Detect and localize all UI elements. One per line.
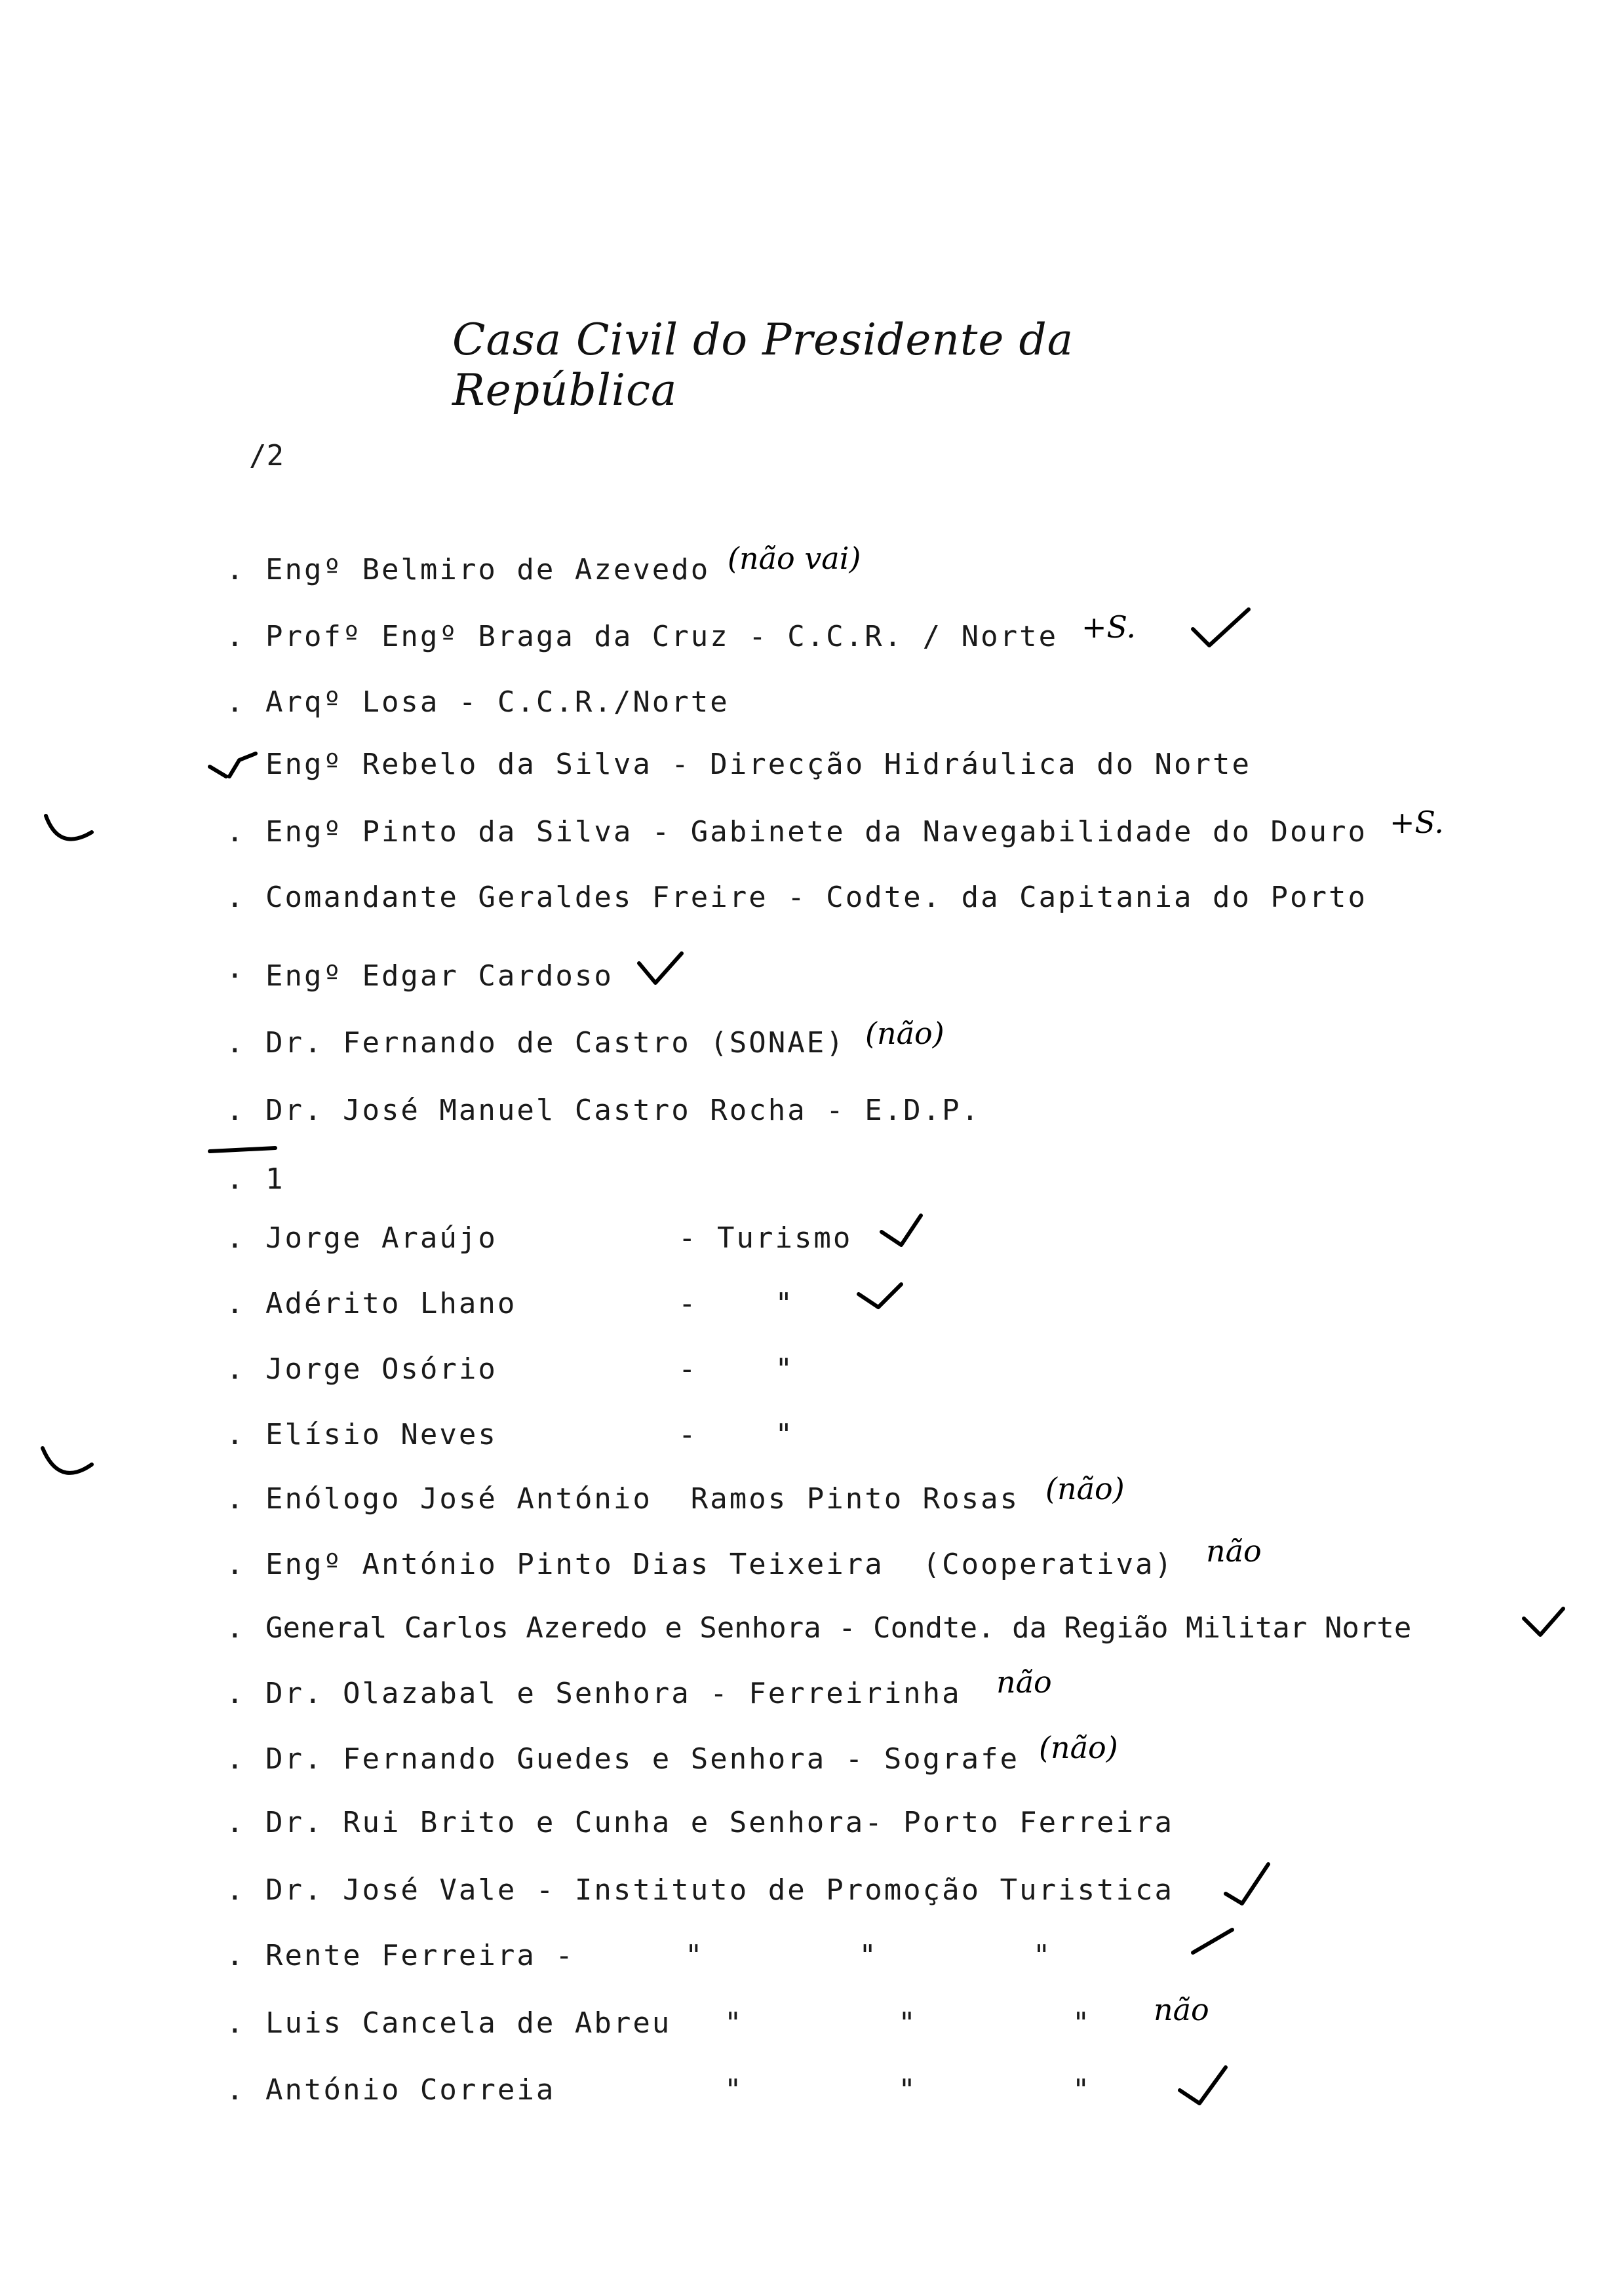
handwritten-note: (não) — [1045, 1471, 1125, 1506]
check-mark-icon — [639, 953, 682, 983]
check-mark-icon — [1180, 2067, 1226, 2103]
list-item: Engº Rebelo da Silva - Direcção Hidráulica do Norte — [265, 748, 1252, 781]
list-item: . Comandante Geraldes Freire - Codte. da Capitania do Porto — [226, 881, 1367, 914]
list-item: . Arqº Losa - C.C.R./Norte — [226, 685, 730, 719]
letterhead: Casa Civil do Presidente da República — [452, 315, 1074, 415]
ditto-mark: " " " — [724, 2073, 1092, 2107]
list-item: . Dr. José Vale - Instituto de Promoção Turistica — [226, 1873, 1175, 1907]
affiliation: - Turismo — [678, 1221, 853, 1255]
handwritten-note: (não) — [1039, 1730, 1118, 1765]
list-item: . Rente Ferreira - " " " — [226, 1933, 575, 1979]
ditto-mark: - " — [678, 1287, 794, 1320]
list-item: . Luis Cancela de Abreu " " " — [226, 2000, 671, 2046]
ditto-mark: " " " — [685, 1939, 1053, 1972]
margin-bracket-icon — [43, 1448, 92, 1473]
handwritten-note: +S. — [1081, 609, 1137, 645]
margin-bracket-icon — [46, 816, 92, 839]
list-item: . Dr. Rui Brito e Cunha e Senhora- Porto Ferreira — [226, 1806, 1175, 1839]
list-item: . Jorge Osório - " — [226, 1347, 497, 1392]
check-mark-icon — [1193, 609, 1249, 645]
page-number: /2 — [249, 439, 284, 472]
list-item: . Dr. Fernando de Castro (SONAE) — [226, 1026, 846, 1060]
list-item: . Elísio Neves - " — [226, 1412, 497, 1458]
handwritten-note: não — [996, 1664, 1052, 1700]
check-mark-icon — [210, 754, 256, 776]
ditto-mark: " " " — [724, 2006, 1092, 2040]
list-item: . Engº António Pinto Dias Teixeira (Cooperativa) — [226, 1548, 1175, 1581]
list-item: . Engº Pinto da Silva - Gabinete da Navegabilidade do Douro — [226, 815, 1367, 849]
list-item: . Adérito Lhano - " — [226, 1281, 516, 1327]
handwritten-note: não — [1206, 1533, 1262, 1569]
list-item: . António Correia " " " — [226, 2067, 555, 2113]
ditto-mark: - " — [678, 1418, 794, 1451]
check-mark-icon — [1226, 1864, 1268, 1904]
list-item: . Jorge Araújo - Turismo — [226, 1215, 497, 1261]
list-item: . 1 — [226, 1162, 285, 1196]
list-item: . Dr. Fernando Guedes e Senhora - Sografe — [226, 1742, 1020, 1776]
list-item: . Profº Engº Braga da Cruz - C.C.R. / Norte — [226, 620, 1059, 653]
handwritten-note: não — [1154, 1992, 1209, 2027]
list-item: . Engº Belmiro de Azevedo — [226, 553, 710, 586]
check-mark-icon — [882, 1215, 921, 1245]
handwritten-note: +S. — [1390, 805, 1445, 840]
handwritten-note: (não) — [865, 1016, 944, 1051]
list-item: . Enólogo José António Ramos Pinto Rosas — [226, 1482, 1020, 1516]
handwritten-note: (não vai) — [728, 541, 861, 576]
check-mark-icon — [859, 1284, 901, 1307]
list-item: . Dr. José Manuel Castro Rocha - E.D.P. — [226, 1094, 981, 1127]
list-item: . Dr. Olazabal e Senhora - Ferreirinha — [226, 1677, 962, 1710]
underline-stroke-icon — [210, 1148, 275, 1151]
list-item: . General Carlos Azeredo e Senhora - Condte. da Região Militar Norte — [226, 1611, 1412, 1645]
check-mark-icon — [1524, 1609, 1563, 1635]
list-item: · Engº Edgar Cardoso — [226, 959, 613, 993]
ditto-mark: - " — [678, 1352, 794, 1386]
check-mark-icon — [1193, 1930, 1232, 1953]
